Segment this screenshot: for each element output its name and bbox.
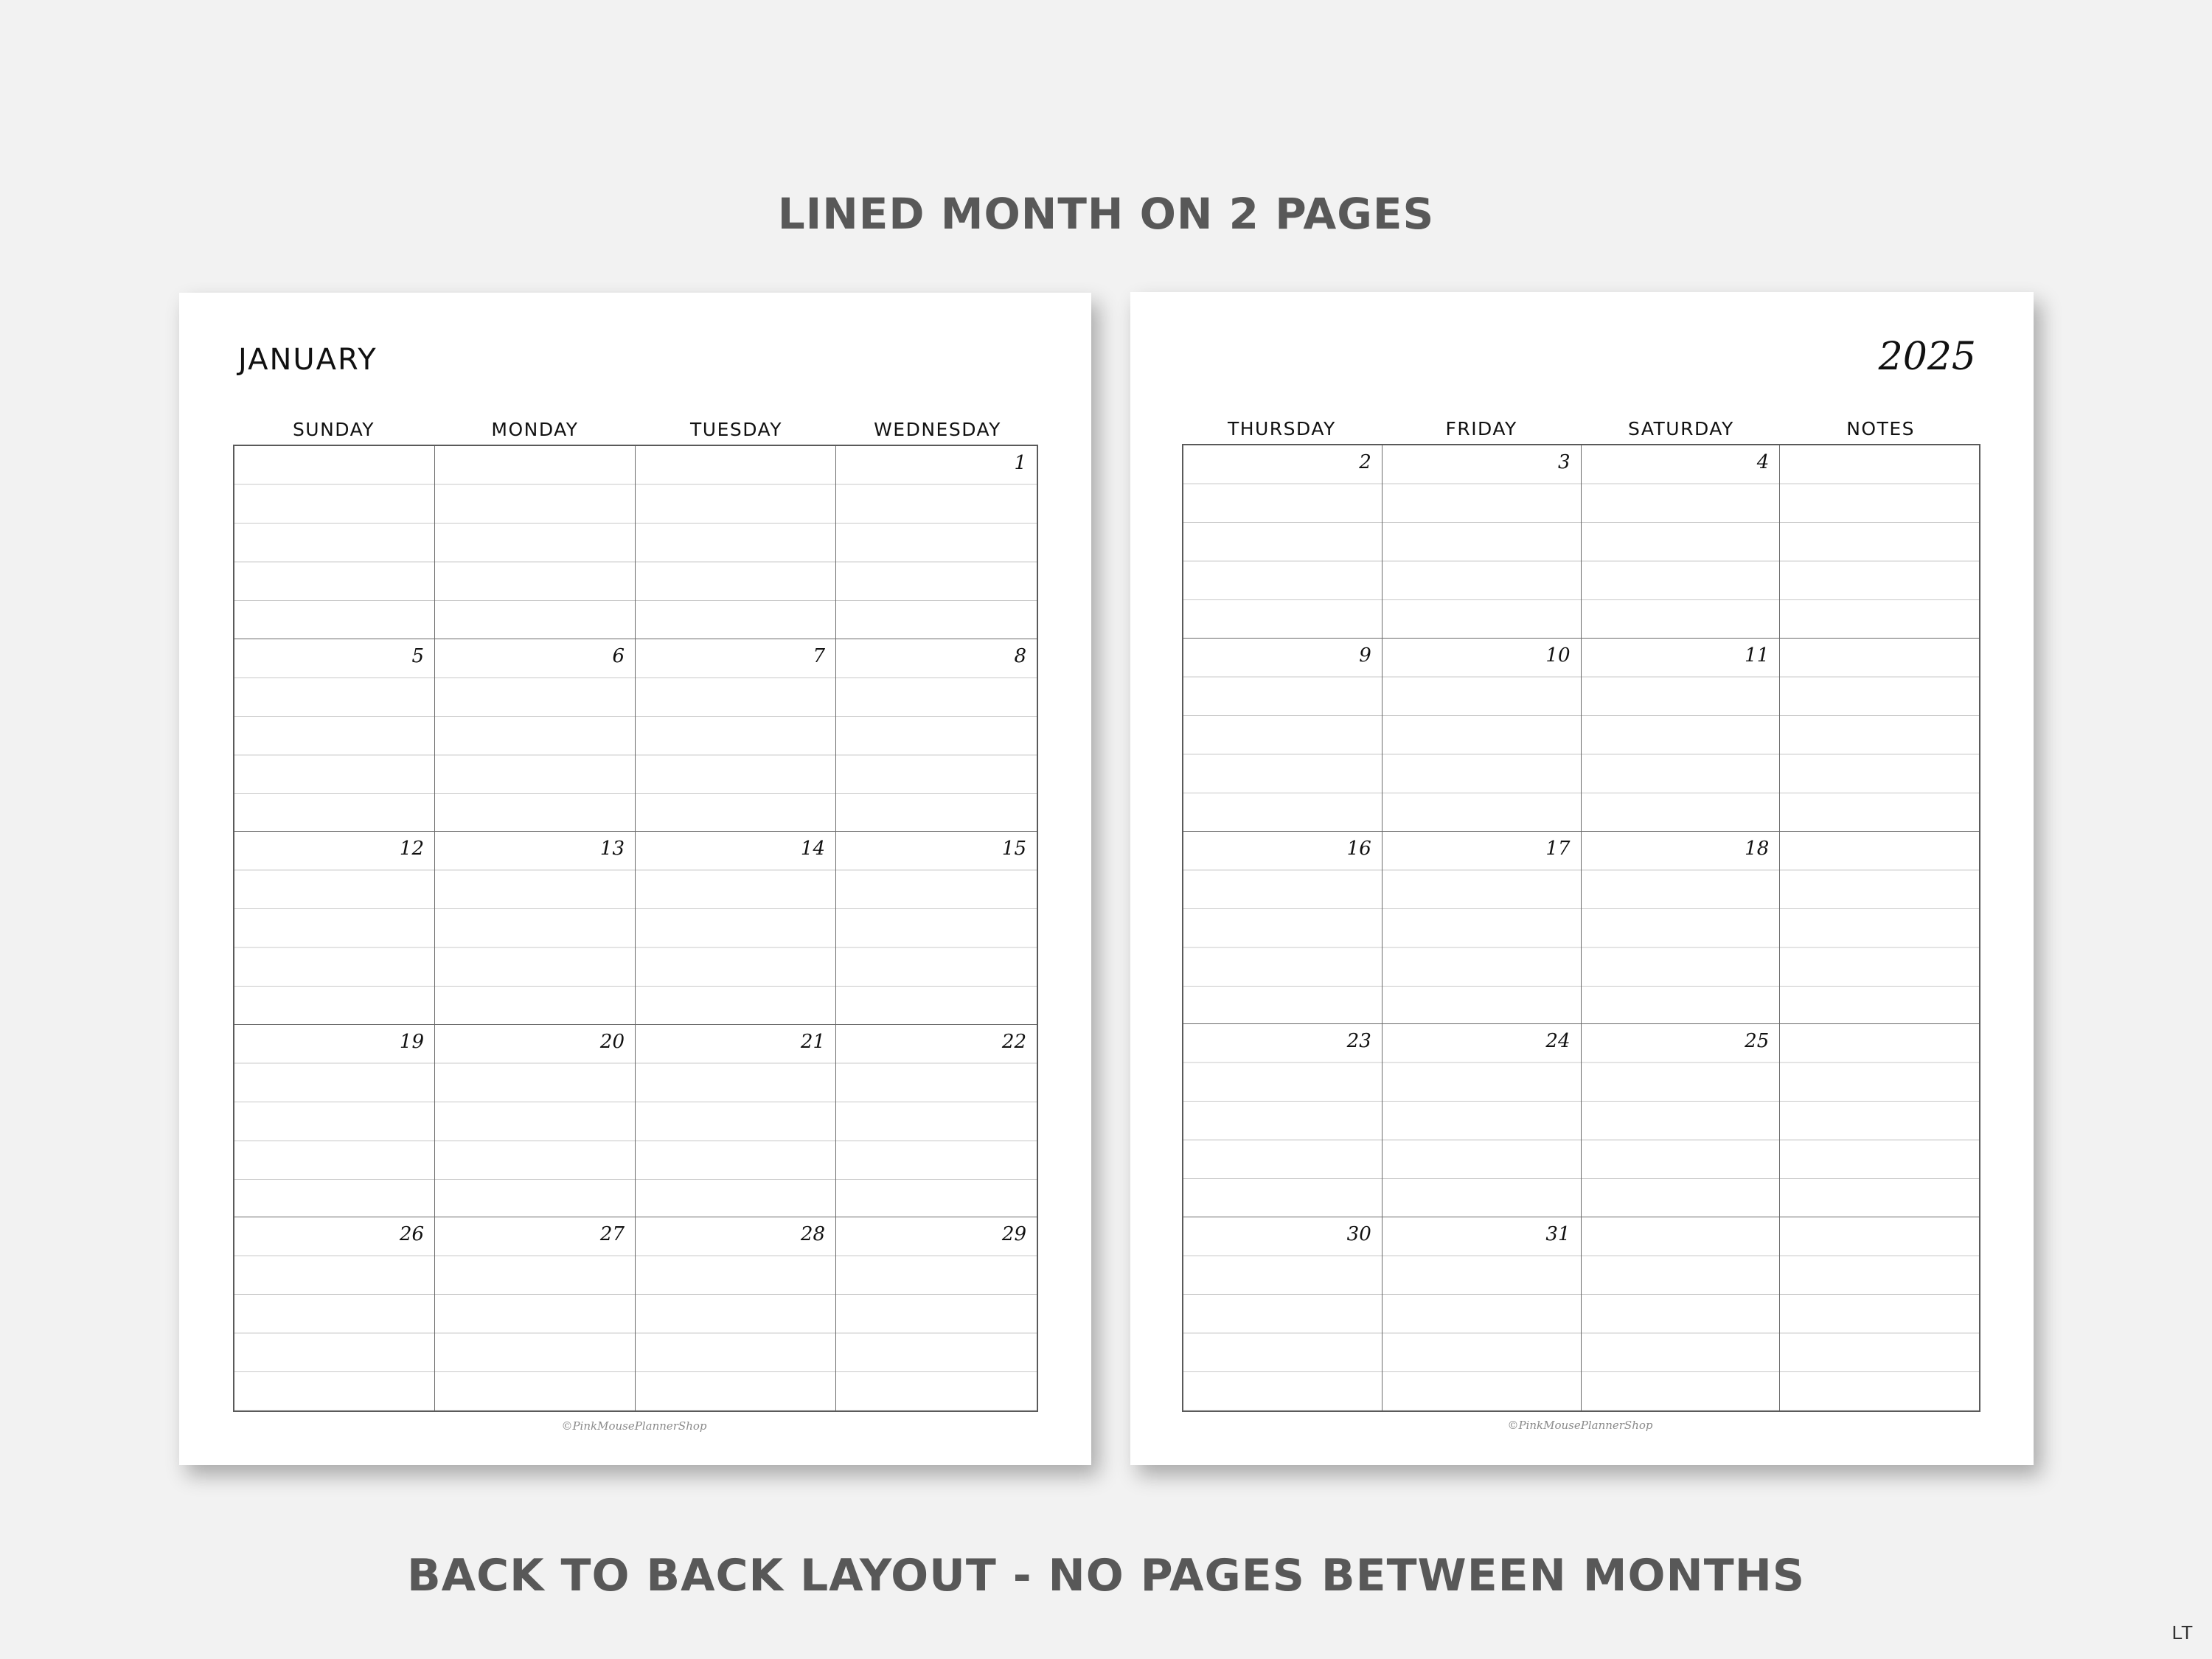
calendar-day-cell [836,1217,1037,1411]
day-number: 2 [1359,451,1371,473]
day-number: 17 [1545,837,1571,860]
weekday-header-wednesday: WEDNESDAY [874,419,1001,440]
left-calendar-grid [233,445,1038,1412]
day-number: 7 [813,644,825,667]
day-number: 6 [612,644,625,667]
calendar-day-cell [1382,1217,1582,1411]
left-page-credit: ©PinkMousePlannerShop [561,1419,707,1433]
day-number: 18 [1745,837,1770,860]
calendar-day-cell [234,1217,435,1411]
month-title: JANUARY [238,343,378,377]
calendar-day-cell [636,832,836,1025]
calendar-day-cell [435,639,636,832]
top-heading: LINED MONTH ON 2 PAGES [777,189,1435,239]
calendar-day-cell [1183,1024,1382,1217]
calendar-day-cell [1780,639,1979,832]
weekday-header-saturday: SATURDAY [1628,418,1734,439]
day-number: 30 [1346,1223,1371,1246]
calendar-day-cell [1780,1217,1979,1411]
day-number: 20 [599,1030,625,1053]
day-number: 4 [1756,451,1770,473]
weekday-header-sunday: SUNDAY [292,419,375,440]
notes-header: NOTES [1846,418,1916,439]
calendar-day-cell [1382,639,1582,832]
year-title: 2025 [1878,335,1976,379]
day-number: 31 [1545,1223,1571,1246]
calendar-day-cell [1582,445,1781,639]
calendar-day-cell [1183,639,1382,832]
calendar-day-cell [636,1217,836,1411]
corner-mark: LT [2171,1621,2193,1644]
day-number: 29 [1001,1223,1026,1246]
calendar-day-cell [1382,1024,1582,1217]
right-page-credit: ©PinkMousePlannerShop [1507,1419,1653,1432]
calendar-day-cell [234,639,435,832]
calendar-day-cell [1780,1024,1979,1217]
day-number: 12 [399,838,424,860]
calendar-day-cell [1780,832,1979,1025]
day-number: 25 [1745,1030,1770,1053]
day-number: 8 [1014,644,1026,667]
calendar-day-cell [1582,639,1781,832]
calendar-day-cell [435,1025,636,1218]
right-planner-page [1130,292,2034,1465]
weekday-header-tuesday: TUESDAY [690,419,782,440]
weekday-header-friday: FRIDAY [1445,418,1517,439]
day-number: 13 [599,838,625,860]
calendar-day-cell [234,832,435,1025]
day-number: 26 [399,1223,424,1246]
calendar-day-cell [234,1025,435,1218]
calendar-day-cell [234,446,435,639]
calendar-day-cell [1382,445,1582,639]
day-number: 28 [800,1223,825,1246]
day-number: 16 [1346,837,1371,860]
day-number: 23 [1346,1030,1371,1053]
right-weekday-headers [1182,414,1980,444]
day-number: 10 [1545,644,1571,667]
calendar-day-cell [836,639,1037,832]
calendar-day-cell [435,446,636,639]
calendar-day-cell [636,446,836,639]
weekday-header-thursday: THURSDAY [1227,418,1336,439]
calendar-day-cell [836,832,1037,1025]
day-number: 15 [1001,838,1026,860]
day-number: 19 [399,1030,424,1053]
right-calendar-grid [1182,444,1980,1412]
day-number: 27 [599,1223,625,1246]
day-number: 3 [1557,451,1571,473]
bottom-heading: BACK TO BACK LAYOUT - NO PAGES BETWEEN MONTHS [406,1550,1806,1601]
day-number: 22 [1001,1030,1026,1053]
weekday-header-monday: MONDAY [491,419,579,440]
calendar-day-cell [1382,832,1582,1025]
calendar-day-cell [1780,445,1979,639]
calendar-day-cell [836,1025,1037,1218]
calendar-day-cell [1582,832,1781,1025]
calendar-day-cell [636,1025,836,1218]
day-number: 21 [800,1030,825,1053]
calendar-day-cell [1582,1024,1781,1217]
left-planner-page [179,293,1091,1465]
calendar-day-cell [1183,832,1382,1025]
day-number: 14 [800,838,825,860]
calendar-day-cell [435,1217,636,1411]
calendar-day-cell [836,446,1037,639]
calendar-day-cell [1582,1217,1781,1411]
day-number: 1 [1014,452,1026,474]
calendar-day-cell [1183,1217,1382,1411]
day-number: 9 [1359,644,1371,667]
calendar-day-cell [435,832,636,1025]
calendar-day-cell [636,639,836,832]
day-number: 11 [1745,644,1770,667]
calendar-day-cell [1183,445,1382,639]
day-number: 5 [411,644,424,667]
day-number: 24 [1545,1030,1571,1053]
left-weekday-headers [233,415,1038,445]
